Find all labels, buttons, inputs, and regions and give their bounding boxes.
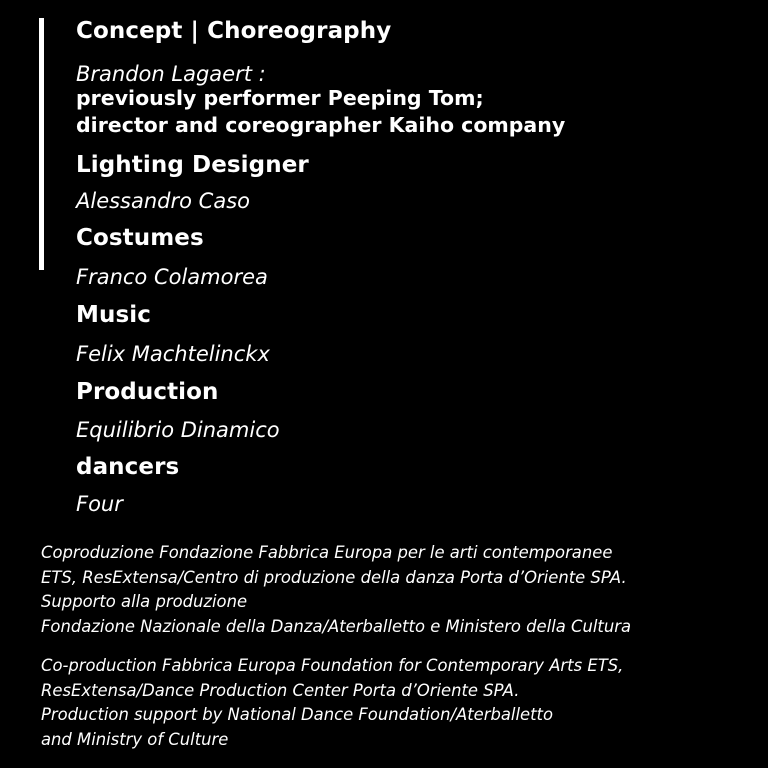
italian-note-line: Supporto alla produzione bbox=[41, 592, 248, 611]
production-name: Equilibrio Dinamico bbox=[76, 418, 280, 442]
costumes-heading: Costumes bbox=[76, 225, 204, 251]
italian-note-line: Fondazione Nazionale della Danza/Aterballetto e Ministero della Cultura bbox=[41, 616, 631, 636]
lighting-designer-heading: Lighting Designer bbox=[76, 152, 309, 178]
coproduction-notes-italian bbox=[41, 541, 761, 639]
production-heading: Production bbox=[76, 379, 219, 405]
concept-choreography-heading: Concept | Choreography bbox=[76, 18, 392, 44]
concept-detail-line-2: director and coreographer Kaiho company bbox=[76, 113, 566, 137]
italian-note-line: Coproduzione Fondazione Fabbrica Europa per le arti contemporanee bbox=[41, 543, 613, 562]
music-name: Felix Machtelinckx bbox=[76, 342, 270, 366]
english-note-line: and Ministry of Culture bbox=[41, 729, 229, 749]
dancers-heading: dancers bbox=[76, 454, 180, 480]
lighting-designer-name: Alessandro Caso bbox=[76, 189, 250, 213]
concept-name: Brandon Lagaert : bbox=[76, 62, 266, 86]
english-note-line: Production support by National Dance Foundation/Aterballetto bbox=[41, 705, 553, 724]
accent-bar bbox=[39, 18, 44, 270]
costumes-name: Franco Colamorea bbox=[76, 265, 268, 289]
italian-note-line: ETS, ResExtensa/Centro di produzione della danza Porta d’Oriente SPA. bbox=[41, 567, 627, 587]
english-note-line: Co-production Fabbrica Europa Foundation for Contemporary Arts ETS, bbox=[41, 656, 624, 675]
coproduction-notes-english bbox=[41, 654, 761, 752]
music-heading: Music bbox=[76, 302, 151, 328]
dancers-value: Four bbox=[76, 492, 123, 516]
english-note-line: ResExtensa/Dance Production Center Porta d’Oriente SPA. bbox=[41, 680, 520, 700]
concept-detail-line-1: previously performer Peeping Tom; bbox=[76, 86, 484, 110]
